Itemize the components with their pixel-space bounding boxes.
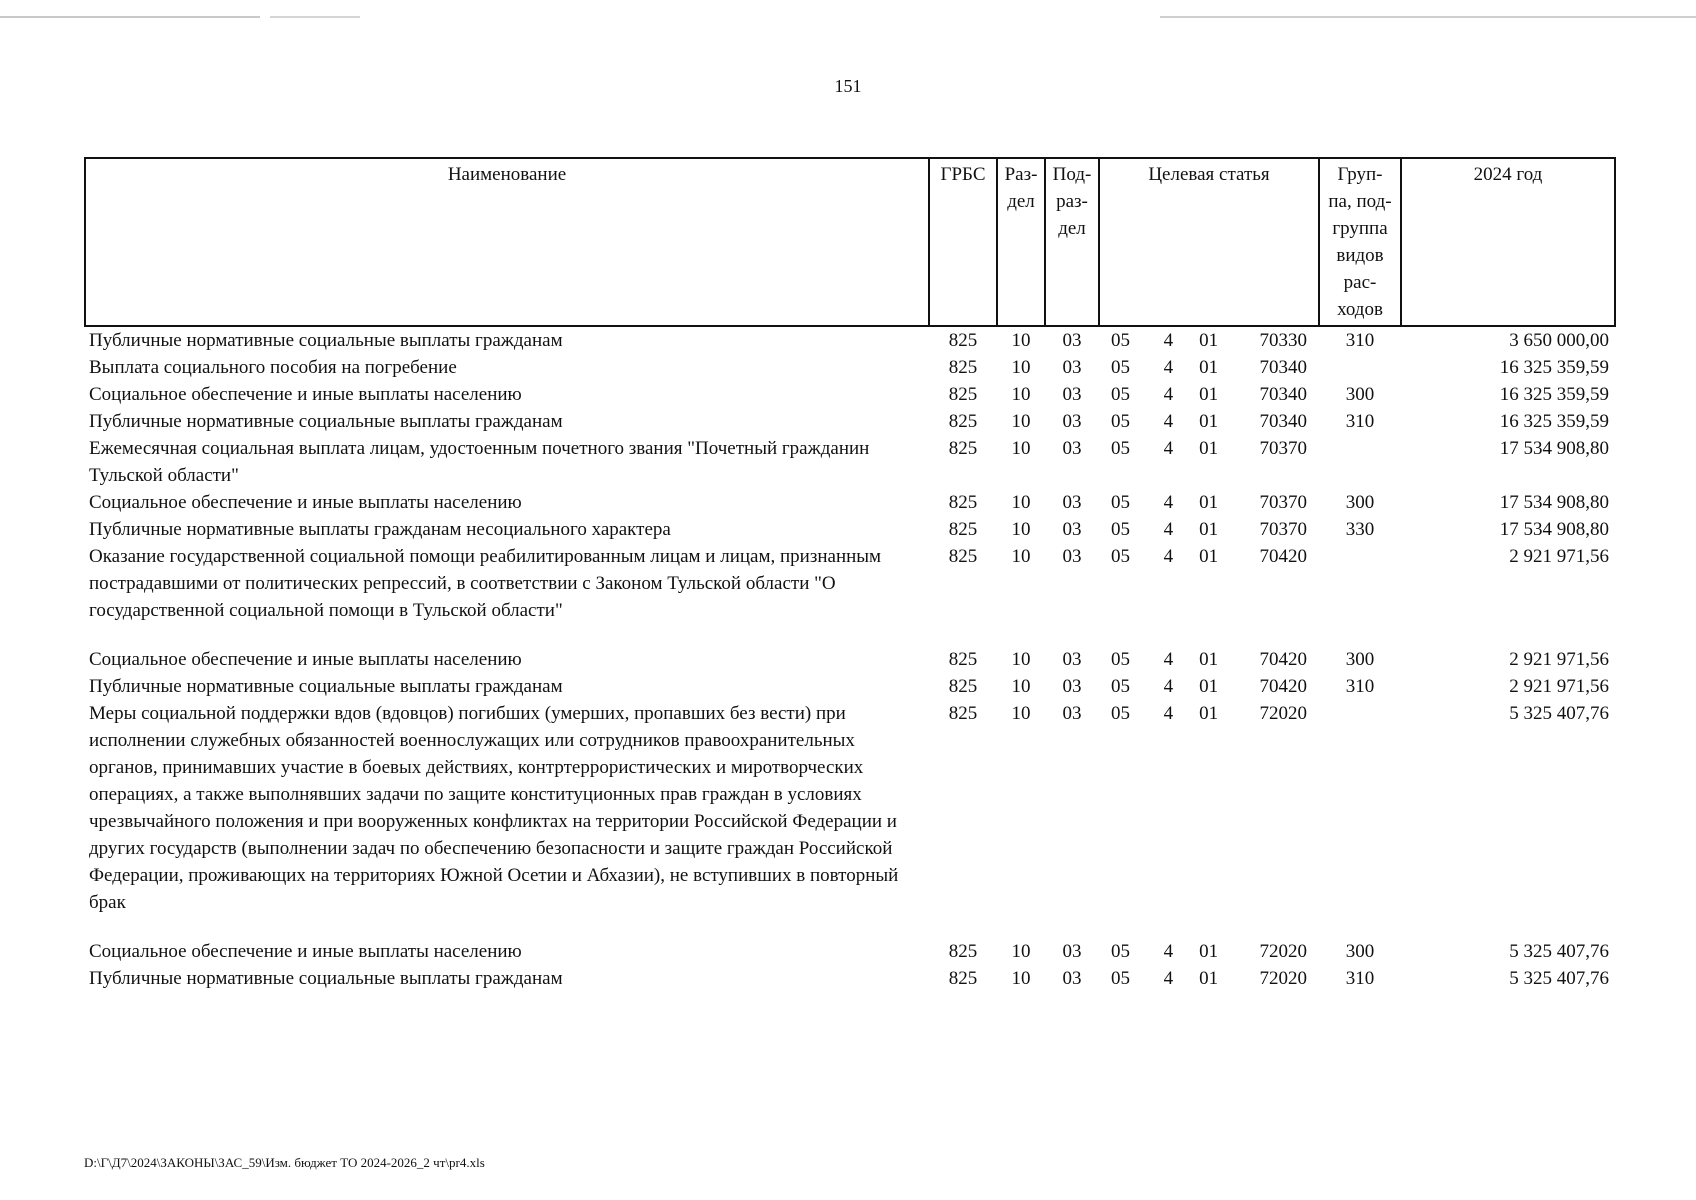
target-article-part: 01 xyxy=(1199,968,1219,989)
target-article-part: 70340 xyxy=(1259,411,1307,432)
table-header xyxy=(85,158,1615,326)
row-amount-2024: 2 921 971,56 xyxy=(1509,546,1609,567)
target-article-part: 4 xyxy=(1163,519,1174,540)
target-article-part: 72020 xyxy=(1259,968,1307,989)
target-article-part: 05 xyxy=(1111,384,1130,405)
spacer-row xyxy=(85,624,1615,646)
row-expense-group: 300 xyxy=(1345,384,1375,405)
row-expense-group: 310 xyxy=(1345,330,1375,351)
target-article-part: 01 xyxy=(1199,649,1219,670)
row-grbs: 825 xyxy=(948,703,978,724)
row-podrazdel: 03 xyxy=(1062,941,1082,962)
header-expense-group: Груп- па, под- группа видов рас- ходов xyxy=(1319,158,1401,326)
row-razdel: 10 xyxy=(1011,968,1031,989)
target-article-part: 4 xyxy=(1163,546,1174,567)
table-row xyxy=(85,543,1615,624)
row-grbs: 825 xyxy=(948,546,978,567)
header-name: Наименование xyxy=(85,158,929,326)
target-article-part: 70340 xyxy=(1259,384,1307,405)
table-row xyxy=(85,516,1615,543)
row-name: Публичные нормативные социальные выплаты гражданам xyxy=(89,968,563,989)
target-article-part: 01 xyxy=(1199,941,1219,962)
row-grbs: 825 xyxy=(948,330,978,351)
row-expense-group: 300 xyxy=(1345,941,1375,962)
row-expense-group xyxy=(1319,543,1401,624)
target-article-part: 05 xyxy=(1111,357,1130,378)
row-amount-2024: 3 650 000,00 xyxy=(1509,330,1609,351)
table-row xyxy=(85,408,1615,435)
row-amount-2024: 16 325 359,59 xyxy=(1499,384,1609,405)
target-article-part: 4 xyxy=(1163,703,1174,724)
row-expense-group xyxy=(1319,700,1401,916)
row-amount-2024: 5 325 407,76 xyxy=(1509,968,1609,989)
target-article-part: 05 xyxy=(1111,703,1130,724)
row-amount-2024: 5 325 407,76 xyxy=(1509,703,1609,724)
spacer-row xyxy=(85,916,1615,938)
header-podrazdel: Под- раз- дел xyxy=(1045,158,1099,326)
row-grbs: 825 xyxy=(948,384,978,405)
target-article-part: 05 xyxy=(1111,411,1130,432)
file-path-footer: D:\Г\Д7\2024\ЗАКОНЫ\ЗАС_59\Изм. бюджет ТО 2024-2026_2 чт\pr4.xls xyxy=(84,1155,485,1170)
row-expense-group xyxy=(1319,354,1401,381)
target-article-part: 01 xyxy=(1199,546,1219,567)
row-target-article xyxy=(1099,381,1319,408)
row-target-article xyxy=(1099,543,1319,624)
row-name: Социальное обеспечение и иные выплаты населению xyxy=(89,649,522,670)
row-name: Публичные нормативные выплаты гражданам несоциального характера xyxy=(89,519,671,540)
target-article-part: 05 xyxy=(1111,941,1130,962)
target-article-part: 70330 xyxy=(1259,330,1307,351)
table-row xyxy=(85,489,1615,516)
table-row xyxy=(85,354,1615,381)
row-podrazdel: 03 xyxy=(1062,968,1082,989)
row-expense-group xyxy=(1319,435,1401,489)
target-article-part: 4 xyxy=(1163,438,1174,459)
row-podrazdel: 03 xyxy=(1062,330,1082,351)
target-article-part: 70420 xyxy=(1259,676,1307,697)
row-podrazdel: 03 xyxy=(1062,703,1082,724)
row-target-article xyxy=(1099,354,1319,381)
row-razdel: 10 xyxy=(1011,703,1031,724)
row-razdel: 10 xyxy=(1011,492,1031,513)
target-article-part: 4 xyxy=(1163,649,1174,670)
table-body xyxy=(85,326,1615,992)
row-name: Публичные нормативные социальные выплаты гражданам xyxy=(89,411,563,432)
header-target-article: Целевая статья xyxy=(1099,158,1319,326)
target-article-part: 01 xyxy=(1199,703,1219,724)
row-razdel: 10 xyxy=(1011,438,1031,459)
row-expense-group: 300 xyxy=(1345,649,1375,670)
row-razdel: 10 xyxy=(1011,519,1031,540)
row-grbs: 825 xyxy=(948,357,978,378)
row-expense-group: 300 xyxy=(1345,492,1375,513)
target-article-part: 4 xyxy=(1163,676,1174,697)
row-grbs: 825 xyxy=(948,519,978,540)
row-expense-group: 310 xyxy=(1345,676,1375,697)
row-target-article xyxy=(1099,965,1319,992)
row-grbs: 825 xyxy=(948,438,978,459)
target-article-part: 05 xyxy=(1111,649,1130,670)
target-article-part: 05 xyxy=(1111,676,1130,697)
budget-table xyxy=(84,157,1616,992)
row-target-article xyxy=(1099,673,1319,700)
target-article-part: 4 xyxy=(1163,330,1174,351)
target-article-part: 01 xyxy=(1199,438,1219,459)
target-article-part: 70370 xyxy=(1259,519,1307,540)
target-article-part: 05 xyxy=(1111,438,1130,459)
row-grbs: 825 xyxy=(948,492,978,513)
row-amount-2024: 17 534 908,80 xyxy=(1499,492,1609,513)
target-article-part: 01 xyxy=(1199,492,1219,513)
row-name: Социальное обеспечение и иные выплаты населению xyxy=(89,492,522,513)
target-article-part: 70340 xyxy=(1259,357,1307,378)
row-amount-2024: 17 534 908,80 xyxy=(1499,519,1609,540)
table-row xyxy=(85,700,1615,916)
row-name: Социальное обеспечение и иные выплаты населению xyxy=(89,384,522,405)
target-article-part: 70420 xyxy=(1259,649,1307,670)
table-row xyxy=(85,381,1615,408)
row-target-article xyxy=(1099,326,1319,354)
page-number: 151 xyxy=(834,76,862,96)
target-article-part: 4 xyxy=(1163,411,1174,432)
target-article-part: 4 xyxy=(1163,492,1174,513)
target-article-part: 4 xyxy=(1163,357,1174,378)
row-razdel: 10 xyxy=(1011,357,1031,378)
row-amount-2024: 16 325 359,59 xyxy=(1499,357,1609,378)
row-name: Меры социальной поддержки вдов (вдовцов) погибших (умерших, пропавших без вести) при исполнении служебных обязанностей военнослужащих или сотрудников правоохранительных органов, принимавших участие в боевых действиях, контртеррористических и миротворческих операциях, а также выполнявших задачи по защите конституционных прав граждан в условиях чрезвычайного положения и при вооруженных конфликтах на территории Российской Федерации и других государств (выполнении задач по обеспечению безопасности и защите граждан Российской Федерации, проживающих на территориях Южной Осетии и Абхазии), не вступивших в повторный брак xyxy=(89,703,899,913)
row-grbs: 825 xyxy=(948,649,978,670)
row-target-article xyxy=(1099,646,1319,673)
row-amount-2024: 17 534 908,80 xyxy=(1499,438,1609,459)
row-target-article xyxy=(1099,489,1319,516)
row-grbs: 825 xyxy=(948,941,978,962)
target-article-part: 01 xyxy=(1199,357,1219,378)
table-row xyxy=(85,938,1615,965)
target-article-part: 05 xyxy=(1111,968,1130,989)
row-expense-group: 330 xyxy=(1345,519,1375,540)
row-razdel: 10 xyxy=(1011,384,1031,405)
row-target-article xyxy=(1099,516,1319,543)
target-article-part: 4 xyxy=(1163,941,1174,962)
table-row xyxy=(85,435,1615,489)
row-podrazdel: 03 xyxy=(1062,546,1082,567)
row-name: Ежемесячная социальная выплата лицам, удостоенным почетного звания "Почетный гражданин Тульской области" xyxy=(89,438,870,486)
row-razdel: 10 xyxy=(1011,546,1031,567)
target-article-part: 05 xyxy=(1111,519,1130,540)
row-name: Выплата социального пособия на погребение xyxy=(89,357,457,378)
target-article-part: 05 xyxy=(1111,330,1130,351)
row-amount-2024: 2 921 971,56 xyxy=(1509,676,1609,697)
row-name: Публичные нормативные социальные выплаты гражданам xyxy=(89,330,563,351)
row-podrazdel: 03 xyxy=(1062,438,1082,459)
target-article-part: 70370 xyxy=(1259,492,1307,513)
target-article-part: 05 xyxy=(1111,546,1130,567)
table-row xyxy=(85,646,1615,673)
target-article-part: 01 xyxy=(1199,519,1219,540)
row-podrazdel: 03 xyxy=(1062,411,1082,432)
row-target-article xyxy=(1099,435,1319,489)
target-article-part: 70420 xyxy=(1259,546,1307,567)
header-razdel: Раз- дел xyxy=(997,158,1045,326)
row-podrazdel: 03 xyxy=(1062,492,1082,513)
scan-artifact-line xyxy=(0,16,1696,18)
header-grbs: ГРБС xyxy=(929,158,997,326)
row-name: Социальное обеспечение и иные выплаты населению xyxy=(89,941,522,962)
row-expense-group: 310 xyxy=(1345,411,1375,432)
row-target-article xyxy=(1099,408,1319,435)
row-podrazdel: 03 xyxy=(1062,384,1082,405)
spacer-cell xyxy=(85,916,1615,938)
row-name: Публичные нормативные социальные выплаты гражданам xyxy=(89,676,563,697)
row-target-article xyxy=(1099,938,1319,965)
row-podrazdel: 03 xyxy=(1062,519,1082,540)
target-article-part: 4 xyxy=(1163,384,1174,405)
row-razdel: 10 xyxy=(1011,676,1031,697)
target-article-part: 01 xyxy=(1199,676,1219,697)
target-article-part: 01 xyxy=(1199,384,1219,405)
target-article-part: 01 xyxy=(1199,411,1219,432)
row-razdel: 10 xyxy=(1011,411,1031,432)
table-row xyxy=(85,326,1615,354)
row-razdel: 10 xyxy=(1011,941,1031,962)
row-razdel: 10 xyxy=(1011,649,1031,670)
table-row xyxy=(85,673,1615,700)
row-podrazdel: 03 xyxy=(1062,649,1082,670)
header-year-2024: 2024 год xyxy=(1401,158,1615,326)
target-article-part: 01 xyxy=(1199,330,1219,351)
row-name: Оказание государственной социальной помощи реабилитированным лицам и лицам, признанным пострадавшими от политических репрессий, в соответствии с Законом Тульской области "О государственной социальной помощи в Тульской области" xyxy=(89,546,882,621)
table-row xyxy=(85,965,1615,992)
row-grbs: 825 xyxy=(948,968,978,989)
spacer-cell xyxy=(85,624,1615,646)
row-target-article xyxy=(1099,700,1319,916)
target-article-part: 70370 xyxy=(1259,438,1307,459)
target-article-part: 72020 xyxy=(1259,703,1307,724)
target-article-part: 4 xyxy=(1163,968,1174,989)
row-grbs: 825 xyxy=(948,411,978,432)
row-expense-group: 310 xyxy=(1345,968,1375,989)
target-article-part: 05 xyxy=(1111,492,1130,513)
target-article-part: 72020 xyxy=(1259,941,1307,962)
row-podrazdel: 03 xyxy=(1062,676,1082,697)
row-podrazdel: 03 xyxy=(1062,357,1082,378)
row-amount-2024: 5 325 407,76 xyxy=(1509,941,1609,962)
row-grbs: 825 xyxy=(948,676,978,697)
row-amount-2024: 2 921 971,56 xyxy=(1509,649,1609,670)
row-amount-2024: 16 325 359,59 xyxy=(1499,411,1609,432)
row-razdel: 10 xyxy=(1011,330,1031,351)
